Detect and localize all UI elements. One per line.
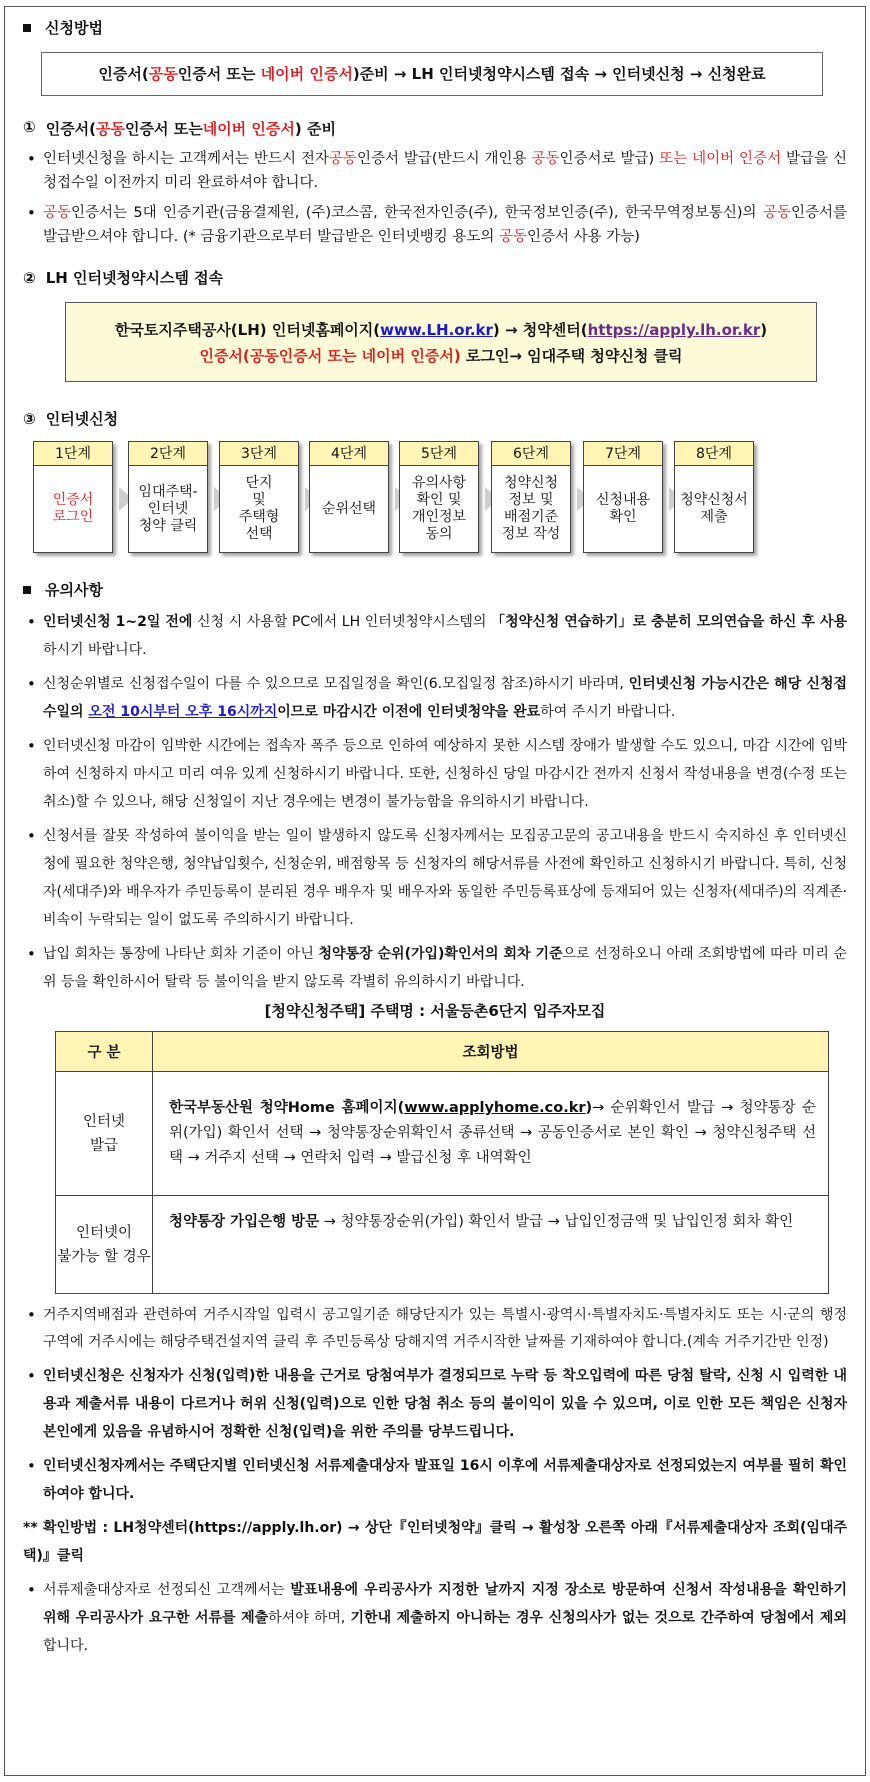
process-step-number: 4단계 [310,442,388,466]
square-bullet-icon [23,24,31,32]
list-item: • 공동인증서는 5대 인증기관(금융결제원, (주)코스콤, 한국전자인증(주), 한국정보인증(주), 한국무역정보통신)의 공동인증서를 발급받으셔야 합니다. (* 금융기관으로부터 발급받은 인터넷뱅킹 용도의 공동인증서 사용 가능) [27,201,847,249]
list-item: • 인터넷신청 1~2일 전에 신청 시 사용할 PC에서 LH 인터넷청약시스템의 「청약신청 연습하기」로 충분히 모의연습을 하신 후 사용하시기 바랍니다. [27,608,847,664]
process-step-label: 순위선택 [321,500,377,517]
circled-number: ① [23,117,36,136]
process-step-number: 5단계 [400,442,478,466]
process-step-number: 1단계 [34,442,112,466]
process-step-number: 3단계 [220,442,298,466]
process-step-label: 임대주택- 인터넷 청약 클릭 [138,483,198,534]
notes3-list [23,1576,847,1660]
table-row [56,1072,829,1196]
lh-homepage-link[interactable]: www.LH.or.kr [380,321,493,339]
list-item: • 납입 회차는 통장에 나타난 회차 기준이 아닌 청약통장 순위(가입)확인서의 회차 기준으로 선정하오니 아래 조회방법에 따라 미리 순위 등을 확인하시어 탈락 등 불이익을 받지 않도록 각별히 유의하시기 바랍니다. [27,940,847,996]
process-step [399,441,479,553]
process-step-label: 인증서 로그인 [52,492,94,525]
process-step [128,441,208,553]
process-step-label: 청약신청서 제출 [680,492,748,525]
apply-flow-box: 인증서(공동인증서 또는 네이버 인증서)준비 → LH 인터넷청약시스템 접속 → 인터넷신청 → 신청완료 [41,52,823,96]
table-cell: 한국부동산원 청약Home 홈페이지(www.applyhome.co.kr)→ 순위확인서 발급 → 청약통장 순위(가입) 확인서 선택 → 청약통장순위확인서 종류선택 → 공동인증서로 본인 확인 → 청약신청주택 선택 → 거주지 선택 → 연락처 입력 → 발급신청 후 내역확인 [153,1072,829,1196]
table-cell-label: 인터넷 발급 [56,1072,153,1196]
process-step [491,441,571,553]
table-cell-label: 인터넷이 불가능 할 경우 [56,1196,153,1294]
lookup-method-table [55,1031,829,1294]
apply-center-link[interactable]: https://apply.lh.or.kr [587,321,761,339]
process-step [674,441,754,553]
access-line-1: 한국토지주택공사(LH) 인터넷홈페이지(www.LH.or.kr) → 청약센터(https://apply.lh.or.kr) [114,321,768,339]
table-caption: [청약신청주택] 주택명 : 서울등촌6단지 입주자모집 [264,1002,606,1020]
process-step [583,441,663,553]
square-bullet-icon [23,586,31,594]
process-steps [23,441,847,573]
list-item: • 인터넷신청은 신청자가 신청(입력)한 내용을 근거로 당첨여부가 결정되므로 누락 등 착오입력에 따른 당첨 탈락, 신청 시 입력한 내용과 제출서류 내용이 다르거나 허위 신청(입력)으로 인한 당첨 취소 등의 불이익이 있을 수 있으며, 이로 인한 모든 책임은 신청자 본인에게 있음을 유념하시어 정확한 신청(입력)을 위한 주의를 당부드립니다. [27,1362,847,1446]
process-step-label: 청약신청 정보 및 배점기준 정보 작성 [501,475,561,542]
step1-bullets [23,147,847,249]
process-step-number: 6단계 [492,442,570,466]
process-step [33,441,113,553]
list-item: • 인터넷신청자께서는 주택단지별 인터넷신청 서류제출대상자 발표일 16시 이후에 서류제출대상자로 선정되었는지 여부를 필히 확인하여야 합니다. [27,1452,847,1508]
process-step-number: 7단계 [584,442,662,466]
time-window-link: 오전 10시부터 오후 16시까지 [88,704,278,720]
notes-list [23,608,847,996]
step2-title: ② LH 인터넷청약시스템 접속 [23,268,224,287]
table-cell: 청약통장 가입은행 방문 → 청약통장순위(가입) 확인서 발급 → 납입인정금액 및 납입인정 회차 확인 [153,1196,829,1294]
list-item: • 거주지역배점과 관련하여 거주시작일 입력시 공고일기준 해당단지가 있는 특별시·광역시·특별자치도·특별자치도 또는 시·군의 행정구역에 거주시에는 해당주택건설지역 클릭 후 주민등록상 당해지역 거주시작한 날짜를 기재하여야 합니다.(계속 거주기간만 인정) [27,1302,847,1356]
check-method: ** 확인방법 : LH청약센터(https://apply.lh.or) → 상단『인터넷청약』클릭 → 활성창 오른쪽 아래『서류제출대상자 조회(임대주택)』클릭 [23,1520,847,1564]
table-row [56,1196,829,1294]
list-item: • 신청서를 잘못 작성하여 불이익을 받는 일이 발생하지 않도록 신청자께서는 모집공고문의 공고내용을 반드시 숙지하신 후 인터넷신청에 필요한 청약은행, 청약납입횟수, 신청순위, 배점항목 등 신청자의 해당서류를 사전에 확인하고 신청하시기 바랍니다. 특히, 신청자(세대주)와 배우자가 주민등록이 분리된 경우 배우자 및 배우자와 동일한 주민등록표상에 등재되어 있는 신청자(세대주)의 직계존·비속이 누락되는 일이 없도록 주의하시기 바랍니다. [27,822,847,934]
applyhome-link[interactable]: www.applyhome.co.kr [404,1100,586,1116]
section-apply-title: 신청방법 [23,17,847,38]
step3-title: ③ 인터넷신청 [23,409,119,428]
process-step-number: 8단계 [675,442,753,466]
list-item: • 인터넷신청 마감이 임박한 시간에는 접속자 폭주 등으로 인하여 예상하지 못한 시스템 장애가 발생할 수도 있으니, 마감 시간에 임박하여 신청하지 마시고 미리 여유 있게 신청하시기 바랍니다. 또한, 신청하신 당일 마감시간 전까지 신청서 작성내용을 변경(수정 또는 취소)할 수 있으나, 해당 신청일이 지난 경우에는 변경이 불가능함을 유의하시기 바랍니다. [27,732,847,816]
notes-title: 유의사항 [23,579,847,600]
table-header-row [56,1032,829,1072]
list-item: • 서류제출대상자로 선정되신 고객께서는 발표내용에 우리공사가 지정한 날까지 지정 장소로 방문하여 신청서 작성내용을 확인하기 위해 우리공사가 요구한 서류를 제출하셔야 하며, 기한내 제출하지 아니하는 경우 신청의사가 없는 것으로 간주하여 당첨에서 제외합니다. [27,1576,847,1660]
table-header-cell: 조회방법 [153,1032,829,1072]
list-item: • 인터넷신청을 하시는 고객께서는 반드시 전자공동인증서 발급(반드시 개인용 공동인증서로 발급) 또는 네이버 인증서 발급을 신청접수일 이전까지 미리 완료하셔야 합니다. [27,147,847,195]
access-line-2: 인증서(공동인증서 또는 네이버 인증서) 로그인→ 임대주택 청약신청 클릭 [199,347,683,365]
document-page [4,6,866,1776]
process-step-label: 단지 및 주택형 선택 [238,475,280,542]
process-step-label: 신청내용 확인 [595,492,651,525]
step1-title: ① 인증서( 공동 인증서 또는 네이버 인증서 ) 준비 [23,117,336,138]
list-item: • 신청순위별로 신청접수일이 다를 수 있으므로 모집일정을 확인(6.모집일정 참조)하시기 바라며, 인터넷신청 가능시간은 해당 신청접수일의 오전 10시부터 오후 16시까지이므로 마감시간 이전에 인터넷청약을 완료하여 주시기 바랍니다. [27,670,847,726]
process-step [309,441,389,553]
process-step-number: 2단계 [129,442,207,466]
step2-access-box [65,302,817,382]
table-header-cell: 구 분 [56,1032,153,1072]
process-step-label: 유의사항 확인 및 개인정보 동의 [411,475,467,542]
process-step [219,441,299,553]
notes2-list [23,1302,847,1508]
